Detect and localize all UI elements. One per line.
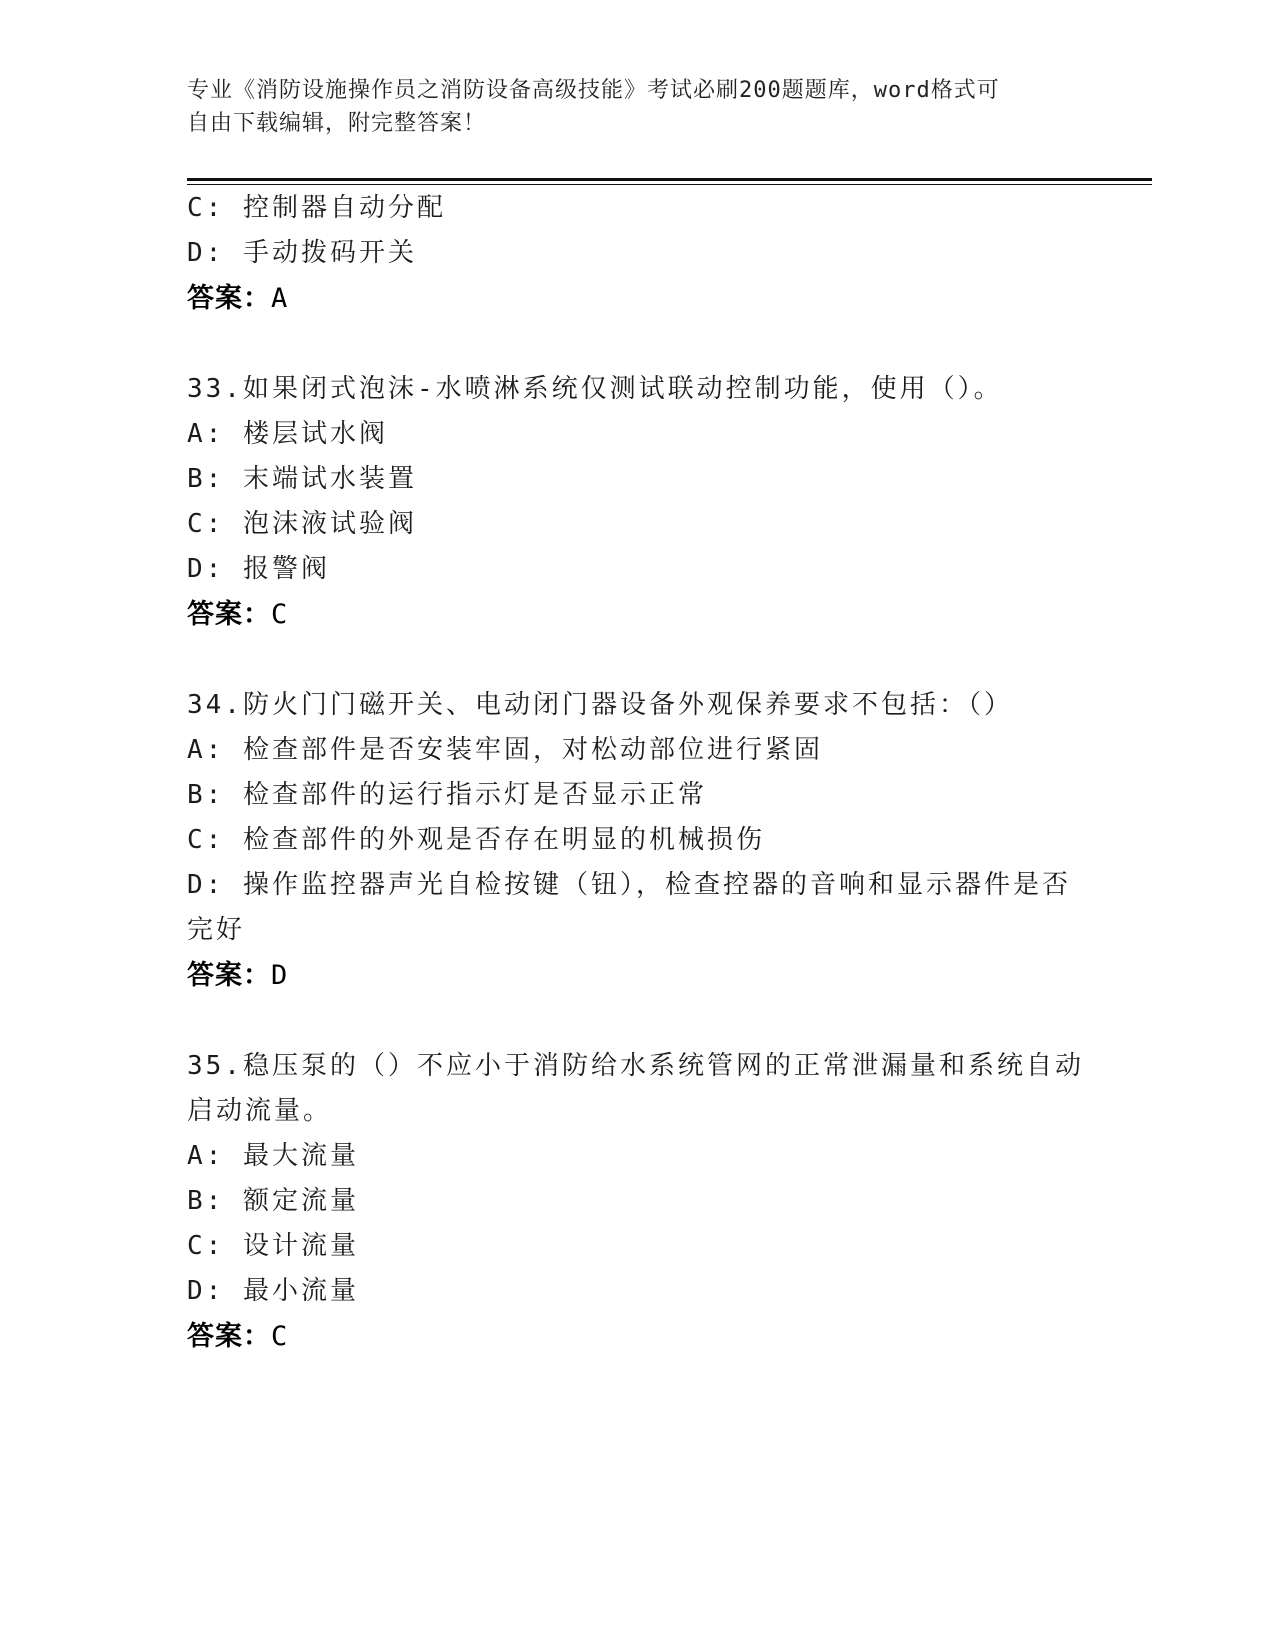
answer-value: D (271, 960, 289, 991)
option-line: D: 最小流量 (187, 1276, 359, 1306)
option-line-continued: 完好 (187, 915, 246, 945)
option-line: D: 操作监控器声光自检按键（钮），检查控器的音响和显示器件是否 (187, 870, 1071, 900)
option-line: C: 设计流量 (187, 1231, 359, 1261)
answer-line (187, 592, 1087, 637)
answer-line (187, 276, 1087, 321)
document-header (187, 74, 1067, 140)
answer-label: 答案： (187, 599, 271, 630)
answer-label: 答案： (187, 960, 271, 991)
answer-value: A (271, 283, 289, 314)
question-33 (187, 367, 1087, 637)
option-line: B: 额定流量 (187, 1186, 359, 1216)
option-line: C: 控制器自动分配 (187, 193, 446, 223)
option-line: C: 检查部件的外观是否存在明显的机械损伤 (187, 825, 765, 855)
header-line-2: 自由下载编辑，附完整答案！ (187, 111, 487, 136)
option-line: A: 楼层试水阀 (187, 419, 388, 449)
partial-question (187, 186, 1087, 321)
question-content (187, 186, 1087, 1359)
answer-value: C (271, 599, 289, 630)
answer-label: 答案： (187, 283, 271, 314)
option-line: C: 泡沫液试验阀 (187, 509, 417, 539)
header-divider-thin (187, 184, 1152, 185)
answer-label: 答案： (187, 1321, 271, 1352)
answer-line (187, 1314, 1087, 1359)
answer-value: C (271, 1321, 289, 1352)
option-line: D: 报警阀 (187, 554, 330, 584)
header-divider-thick (187, 178, 1152, 181)
option-line: A: 检查部件是否安装牢固，对松动部位进行紧固 (187, 735, 823, 765)
question-stem: 33.如果闭式泡沫-水喷淋系统仅测试联动控制功能，使用（）。 (187, 374, 1003, 404)
answer-line (187, 953, 1087, 998)
question-35 (187, 1044, 1087, 1359)
option-line: B: 末端试水装置 (187, 464, 417, 494)
question-34 (187, 683, 1087, 998)
option-line: D: 手动拨码开关 (187, 238, 417, 268)
question-stem: 34.防火门门磁开关、电动闭门器设备外观保养要求不包括：（） (187, 690, 1013, 720)
option-line: B: 检查部件的运行指示灯是否显示正常 (187, 780, 707, 810)
header-line-1: 专业《消防设施操作员之消防设备高级技能》考试必刷200题题库，word格式可 (187, 78, 1000, 103)
option-line: A: 最大流量 (187, 1141, 359, 1171)
question-stem: 35.稳压泵的（）不应小于消防给水系统管网的正常泄漏量和系统自动 (187, 1051, 1084, 1081)
question-stem-continued: 启动流量。 (187, 1096, 333, 1126)
